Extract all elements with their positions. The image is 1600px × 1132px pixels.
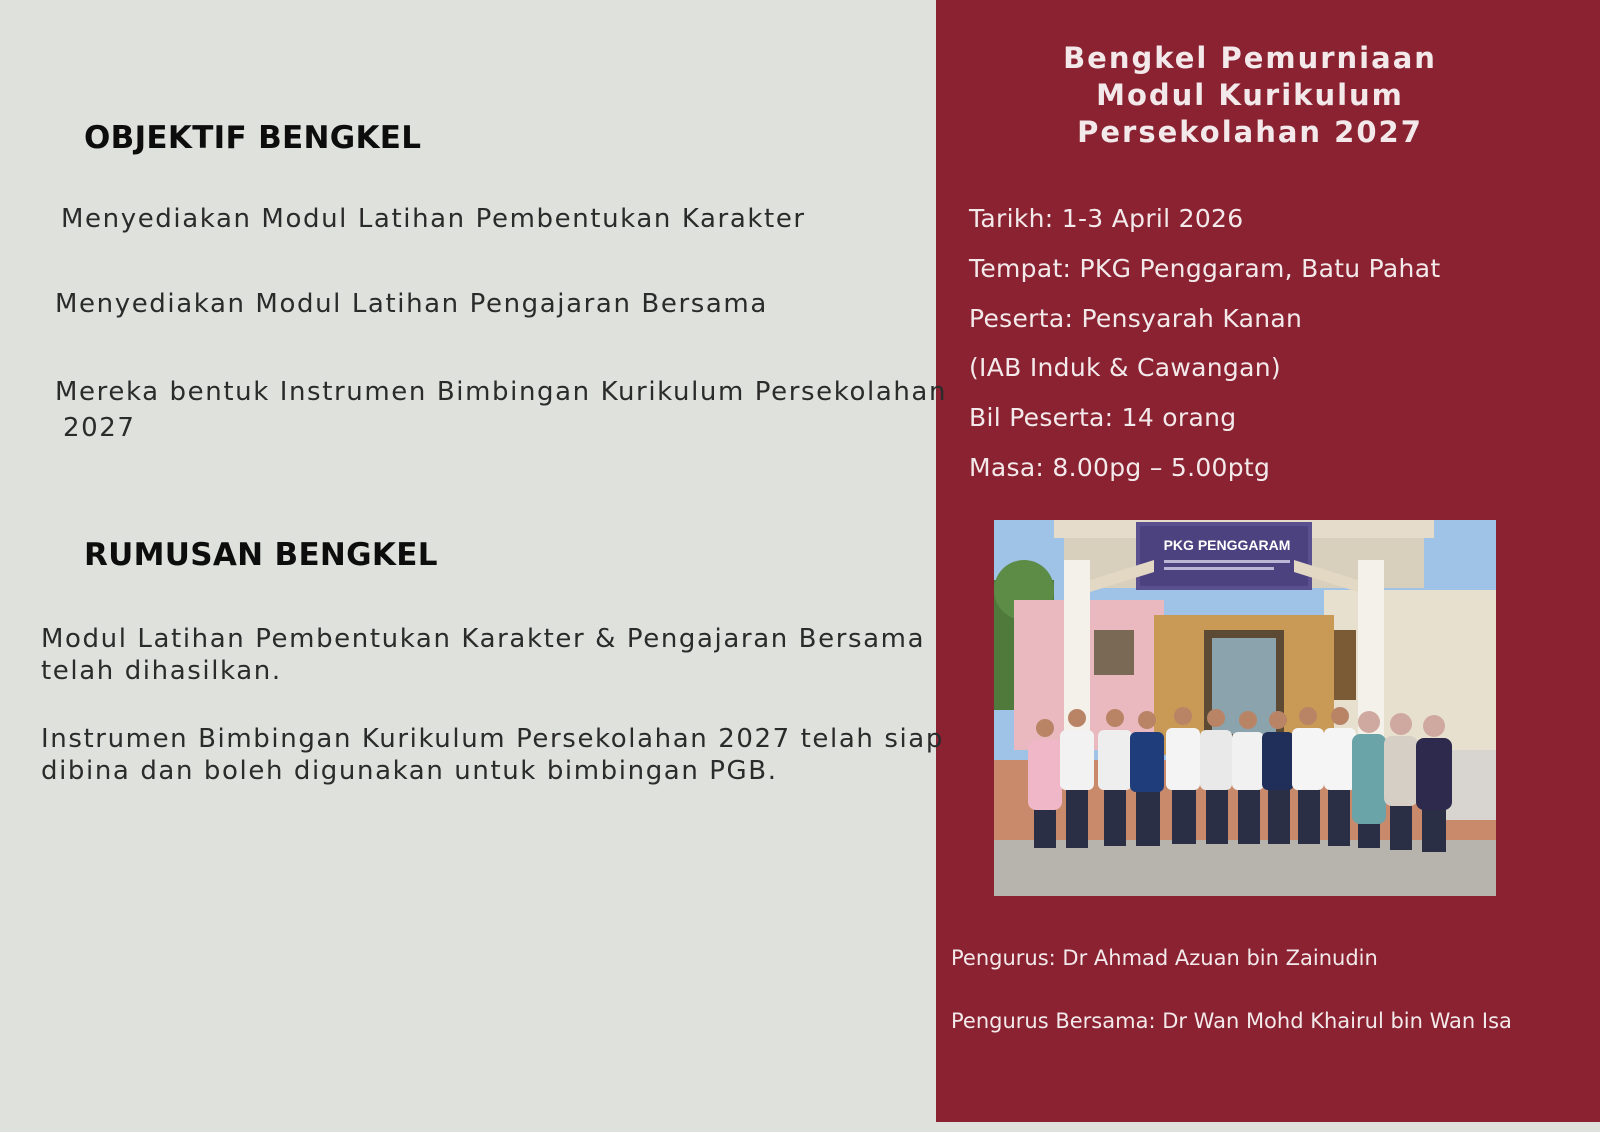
event-venue: Tempat: PKG Penggaram, Batu Pahat [969, 254, 1441, 283]
pengurus-line: Pengurus: Dr Ahmad Azuan bin Zainudin [951, 946, 1378, 970]
objektif-item-continuation: 2027 [63, 413, 136, 443]
objektif-item: Menyediakan Modul Latihan Pengajaran Bersama [55, 289, 768, 319]
objektif-item: Menyediakan Modul Latihan Pembentukan Karakter [61, 204, 806, 234]
event-participants: Peserta: Pensyarah Kanan [969, 304, 1303, 333]
objektif-heading: OBJEKTIF BENGKEL [84, 120, 422, 156]
event-title-line: Persekolahan 2027 [1077, 115, 1423, 149]
event-date: Tarikh: 1-3 April 2026 [969, 204, 1244, 233]
rumusan-line: Instrumen Bimbingan Kurikulum Persekolahan 2027 telah siap [41, 724, 944, 754]
photo-sign-text: PKG PENGGARAM [1163, 537, 1291, 553]
rumusan-line: Modul Latihan Pembentukan Karakter & Pengajaran Bersama [41, 624, 926, 654]
event-title-line: Bengkel Pemurniaan [1063, 41, 1437, 75]
rumusan-line: dibina dan boleh digunakan untuk bimbingan PGB. [41, 756, 778, 786]
event-title-line: Modul Kurikulum [1096, 78, 1404, 112]
event-participants-detail: (IAB Induk & Cawangan) [969, 353, 1281, 382]
bottom-strip [936, 1122, 1600, 1132]
rumusan-line: telah dihasilkan. [41, 656, 282, 686]
event-title [960, 40, 1540, 151]
objektif-item: Mereka bentuk Instrumen Bimbingan Kurikulum Persekolahan [55, 377, 948, 407]
event-time: Masa: 8.00pg – 5.00ptg [969, 453, 1271, 482]
event-participant-count: Bil Peserta: 14 orang [969, 403, 1237, 432]
pengurus-bersama-line: Pengurus Bersama: Dr Wan Mohd Khairul bin Wan Isa [951, 1009, 1512, 1033]
rumusan-heading: RUMUSAN BENGKEL [84, 537, 438, 573]
group-photo [994, 520, 1496, 896]
